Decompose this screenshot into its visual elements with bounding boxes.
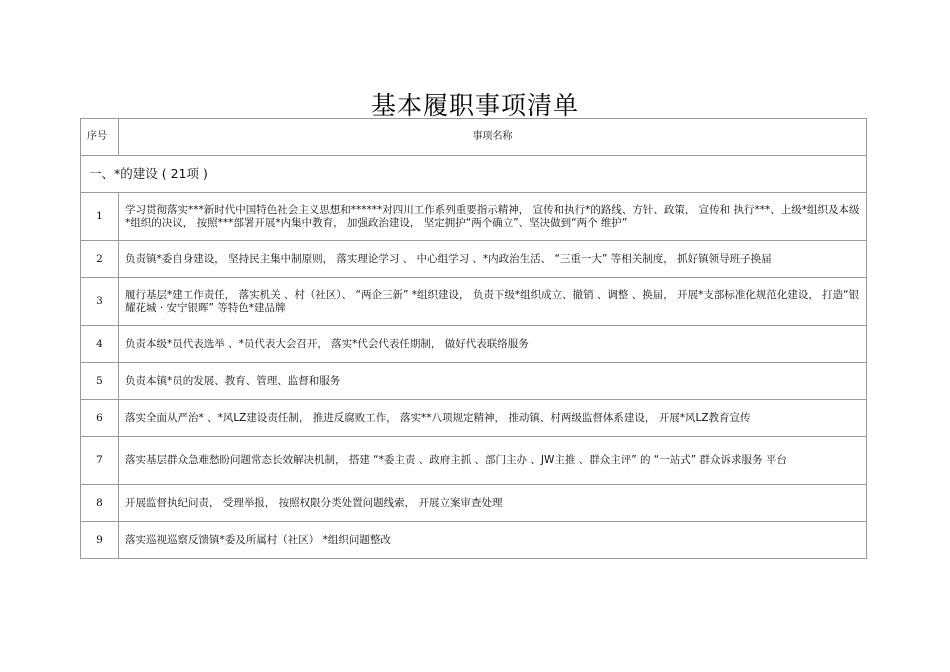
section-row — [81, 156, 867, 193]
row-number: 7 — [81, 437, 119, 485]
row-text: 负责本级*员代表选举 、*员代表大会召开， 落实*代会代表任期制， 做好代表联络服务 — [119, 326, 867, 363]
table-row — [81, 400, 867, 437]
row-text: 负责本镇*员的发展、教育、管理、监督和服务 — [119, 363, 867, 400]
table-row — [81, 326, 867, 363]
duty-list-table — [80, 118, 867, 559]
row-text: 落实巡视巡察反馈镇*委及所属村（社区） *组织问题整改 — [119, 522, 867, 559]
row-number: 3 — [81, 278, 119, 326]
row-text: 负责镇*委自身建设， 坚持民主集中制原则， 落实理论学习 、 中心组学习 、*内政治生活、 “三重一大” 等相关制度， 抓好镇领导班子换届 — [119, 241, 867, 278]
table-row — [81, 522, 867, 559]
row-text: 开展监督执纪问责， 受理举报， 按照权限分类处置问题线索， 开展立案审查处理 — [119, 485, 867, 522]
table-row — [81, 437, 867, 485]
row-text: 履行基层*建工作责任， 落实机关 、村（社区）、 “两企三新” *组织建设， 负责下级*组织成立、撤销 、调整 、换届， 开展*支部标准化规范化建设， 打造“银耀花城 · 安宁银晖” 等特色*建品牌 — [119, 278, 867, 326]
table-row — [81, 278, 867, 326]
document-title: 基本履职事项清单 — [370, 91, 579, 120]
row-number: 4 — [81, 326, 119, 363]
row-number: 9 — [81, 522, 119, 559]
table-row — [81, 485, 867, 522]
table-row — [81, 193, 867, 241]
section-title: 一、*的建设 ( 21项 ) — [81, 156, 867, 193]
table-row — [81, 363, 867, 400]
row-number: 1 — [81, 193, 119, 241]
table-header-row — [81, 119, 867, 156]
row-number: 8 — [81, 485, 119, 522]
row-number: 5 — [81, 363, 119, 400]
row-text: 落实基层群众急难愁盼问题常态长效解决机制， 搭建 “*委主责 、政府主抓 、部门主办 、JW主推 、群众主评” 的 “一站式” 群众诉求服务 平台 — [119, 437, 867, 485]
row-text: 落实全面从严治* 、*风LZ建设责任制， 推进反腐败工作， 落实**八项规定精神， 推动镇、村两级监督体系建设， 开展*风LZ教育宣传 — [119, 400, 867, 437]
header-serial-no: 序号 — [81, 119, 119, 156]
header-item-name: 事项名称 — [119, 119, 867, 156]
row-number: 6 — [81, 400, 119, 437]
row-text: 学习贯彻落实***新时代中国特色社会主义思想和******对四川工作系列重要指示精神， 宣传和执行*的路线、方针、政策， 宣传和 执行***、上级*组织及本级*组织的决议， 按照***部署开展*内集中教育， 加强政治建设， 坚定拥护“两个确立”、坚决做到“两个 维护” — [119, 193, 867, 241]
table-row — [81, 241, 867, 278]
row-number: 2 — [81, 241, 119, 278]
